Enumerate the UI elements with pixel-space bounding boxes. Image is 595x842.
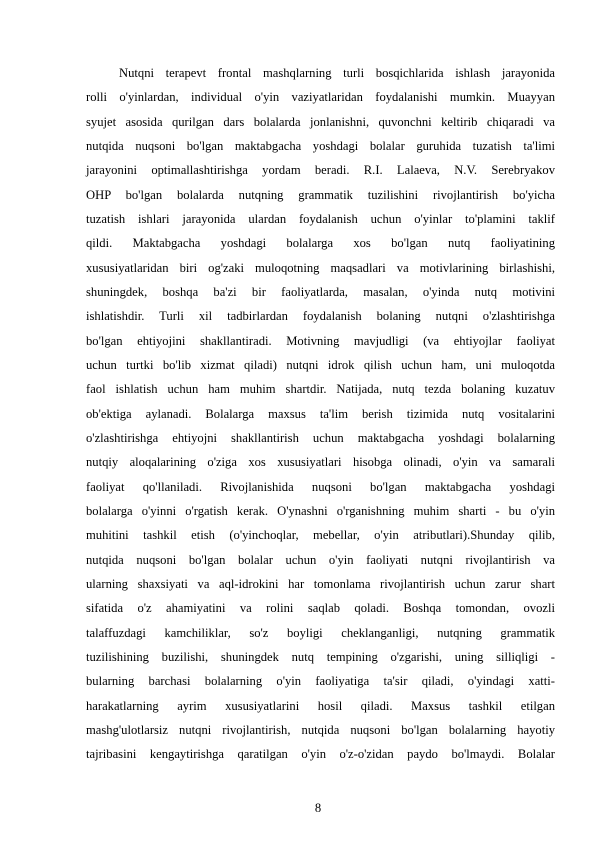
text-line: uchun turtki bo'lib xizmat qiladi) nutqni idrok qilish uchun ham, uni muloqotda (86, 357, 555, 372)
text-line: mashg'ulotlarsiz nutqni rivojlantirish, nutqida nuqsoni bo'lgan bolalarning hayotiy (86, 722, 555, 737)
text-line: sifatida o'z ahamiyatini va rolini saqlab qoladi. Boshqa tomondan, ovozli (86, 601, 555, 616)
text-line: nutqida nuqsoni bo'lgan bolalar uchun o'yin faoliyati nutqni rivojlantirish va (86, 552, 555, 567)
text-line: nutqida nuqsoni bo'lgan maktabgacha yoshdagi bolalar guruhida tuzatish ta'limi (86, 138, 555, 153)
text-line: rolli o'yinlardan, individual o'yin vaziyatlaridan foydalanishi mumkin. Muayyan (86, 90, 555, 105)
body-paragraph (86, 61, 555, 767)
text-line: ob'ektiga aylanadi. Bolalarga maxsus ta'lim berish tizimida nutq vositalarini (86, 406, 555, 421)
text-line: faol ishlatish uchun ham muhim shartdir. Natijada, nutq tezda bolaning kuzatuv (86, 382, 555, 397)
text-line: bularning barchasi bolalarning o'yin faoliyatiga ta'sir qiladi, o'yindagi xatti- (86, 674, 555, 689)
text-line: muhitini tashkil etish (o'yinchoqlar, mebellar, o'yin atributlari).Shunday qilib, (86, 528, 555, 543)
text-line: bo'lgan ehtiyojini shakllantiradi. Motivning mavjudligi (va ehtiyojlar faoliyat (86, 333, 555, 348)
text-line: shuningdek, boshqa ba'zi bir faoliyatlarda, masalan, o'yinda nutq motivini (86, 284, 555, 299)
text-line: tajribasini kengaytirishga qaratilgan o'yin o'z-o'zidan paydo bo'lmaydi. Bolalar (86, 747, 555, 762)
text-line: syujet asosida qurilgan dars bolalarda jonlanishni, quvonchni keltirib chiqaradi va (86, 114, 555, 129)
text-line: faoliyat qo'llaniladi. Rivojlanishida nuqsoni bo'lgan maktabgacha yoshdagi (86, 479, 555, 494)
text-line: nutqiy aloqalarining o'ziga xos xususiyatlari hisobga olinadi, o'yin va samarali (86, 455, 555, 470)
text-line: ularning shaxsiyati va aql-idrokini har tomonlama rivojlantirish uchun zarur shart (86, 576, 555, 591)
text-line: xususiyatlaridan biri og'zaki muloqotning maqsadlari va motivlarining birlashishi, (86, 260, 555, 275)
text-line: tuzatish ishlari jarayonida ulardan foydalanish uchun o'yinlar to'plamini taklif (86, 211, 555, 226)
text-line: harakatlarning ayrim xususiyatlarini hosil qiladi. Maxsus tashkil etilgan (86, 698, 555, 713)
page-number: 8 (314, 801, 322, 815)
text-line: Nutqni terapevt frontal mashqlarning turli bosqichlarida ishlash jarayonida (119, 66, 555, 80)
text-line: qildi. Maktabgacha yoshdagi bolalarga xos bo'lgan nutq faoliyatining (86, 236, 555, 251)
text-line: jarayonini optimallashtirishga yordam beradi. R.I. Lalaeva, N.V. Serebryakov (86, 163, 555, 178)
text-line: OHP bo'lgan bolalarda nutqning grammatik tuzilishini rivojlantirish bo'yicha (86, 187, 555, 202)
text-line: ishlatishdir. Turli xil tadbirlardan foydalanish bolaning nutqni o'zlashtirishga (86, 309, 555, 324)
text-line: bolalarga o'yinni o'rgatish kerak. O'ynashni o'rganishning muhim sharti - bu o'yin (86, 503, 555, 518)
text-line: talaffuzdagi kamchiliklar, so'z boyligi cheklanganligi, nutqning grammatik (86, 625, 555, 640)
text-line: tuzilishining buzilishi, shuningdek nutq tempining o'zgarishi, uning silliqligi - (86, 649, 555, 664)
text-line: o'zlashtirishga ehtiyojni shakllantirish uchun maktabgacha yoshdagi bolalarning (86, 430, 555, 445)
